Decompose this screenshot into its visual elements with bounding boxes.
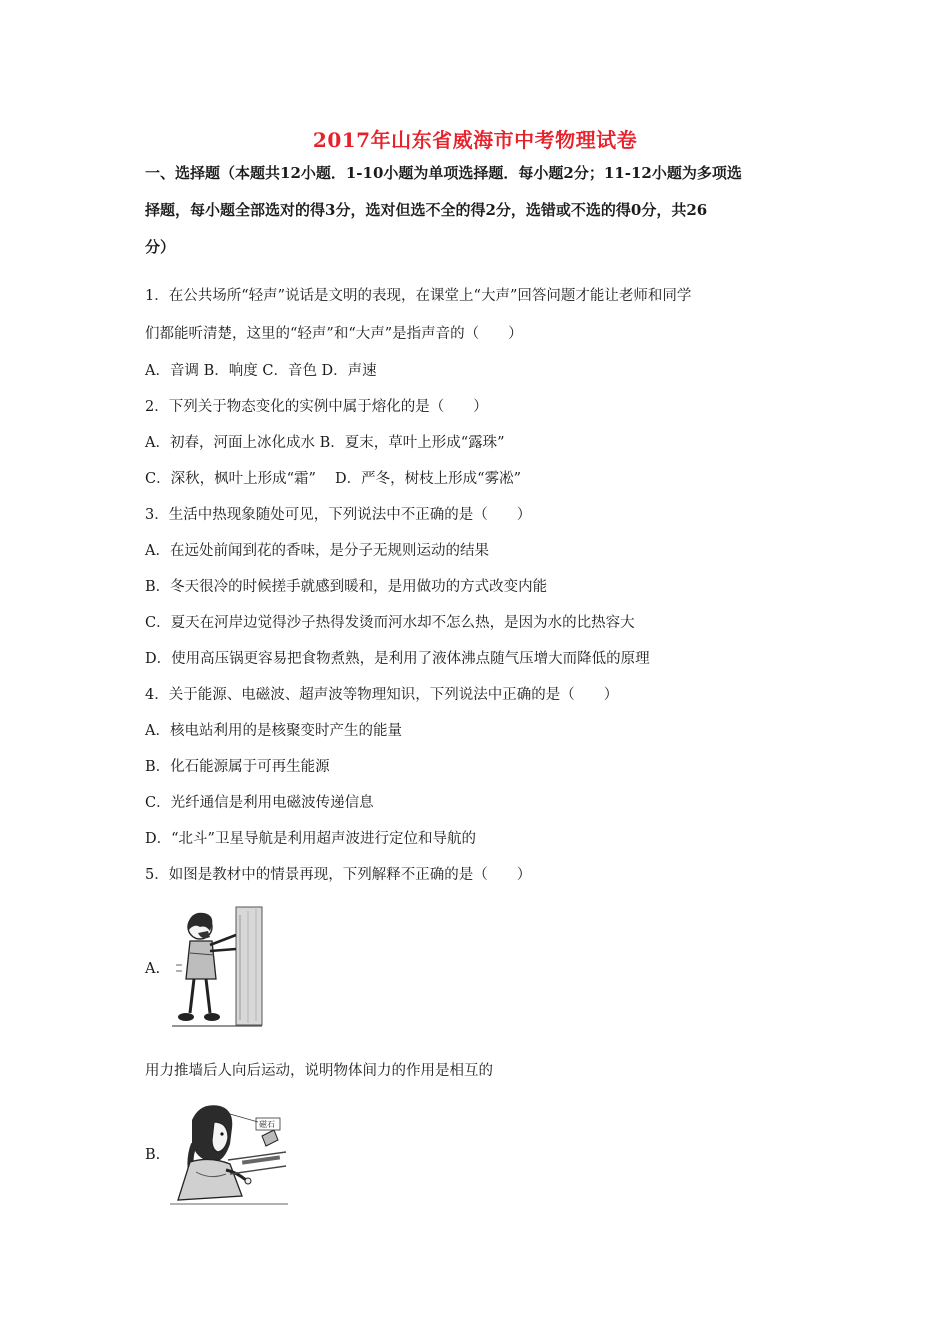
q3-option-a: A．在远处前闻到花的香味，是分子无规则运动的结果 bbox=[145, 543, 489, 559]
figure-person-pushing-wall bbox=[170, 905, 265, 1030]
q3-option-c: C．夏天在河岸边觉得沙子热得发烫而河水却不怎么热，是因为水的比热容大 bbox=[145, 615, 635, 631]
q4-option-d: D．“北斗”卫星导航是利用超声波进行定位和导航的 bbox=[145, 831, 476, 847]
q5-option-a-text: 用力推墙后人向后运动，说明物体间力的作用是相互的 bbox=[145, 1063, 493, 1079]
q4-option-c: C．光纤通信是利用电磁波传递信息 bbox=[145, 795, 374, 811]
q4-option-b: B．化石能源属于可再生能源 bbox=[145, 759, 330, 775]
q3-stem: 3．生活中热现象随处可见，下列说法中不正确的是（ ） bbox=[145, 507, 532, 523]
q1-options: A．音调 B．响度 C．音色 D．声速 bbox=[145, 363, 377, 379]
q5-option-a-label: A. bbox=[145, 961, 161, 977]
q2-options-row-2: C．深秋，枫叶上形成“霜” D．严冬，树枝上形成“雾凇” bbox=[145, 471, 521, 487]
q2-stem: 2．下列关于物态变化的实例中属于熔化的是（ ） bbox=[145, 399, 488, 415]
figure-magnet-caption: 磁石 bbox=[259, 1120, 275, 1129]
page-title: 2017年山东省威海市中考物理试卷 bbox=[312, 128, 638, 152]
q4-option-a: A．核电站利用的是核聚变时产生的能量 bbox=[145, 723, 402, 739]
q1-stem-line-2: 们都能听清楚，这里的“轻声”和“大声”是指声音的（ ） bbox=[145, 326, 523, 342]
q4-stem: 4．关于能源、电磁波、超声波等物理知识，下列说法中正确的是（ ） bbox=[145, 687, 619, 703]
q1-stem-line-1: 1．在公共场所“轻声”说话是文明的表现，在课堂上“大声”回答问题才能让老师和同学 bbox=[145, 288, 692, 304]
section-heading bbox=[145, 155, 845, 266]
section-heading-line-1: 一、选择题（本题共12小题．1-10小题为单项选择题．每小题2分；11-12小题为多项选 bbox=[145, 164, 742, 182]
figure-girl-with-magnet bbox=[170, 1100, 288, 1206]
q3-option-d: D．使用高压锅更容易把食物煮熟，是利用了液体沸点随气压增大而降低的原理 bbox=[145, 651, 650, 667]
q3-option-b: B．冬天很冷的时候搓手就感到暖和，是用做功的方式改变内能 bbox=[145, 579, 548, 595]
q5-stem: 5．如图是教材中的情景再现，下列解释不正确的是（ ） bbox=[145, 867, 532, 883]
q5-option-b-label: B. bbox=[145, 1147, 161, 1163]
section-heading-line-3: 分） bbox=[145, 238, 176, 256]
q2-options-row-1: A．初春，河面上冰化成水 B．夏末，草叶上形成“露珠” bbox=[145, 435, 505, 451]
section-heading-line-2: 择题，每小题全部选对的得3分，选对但选不全的得2分，选错或不选的得0分，共26 bbox=[145, 201, 708, 219]
